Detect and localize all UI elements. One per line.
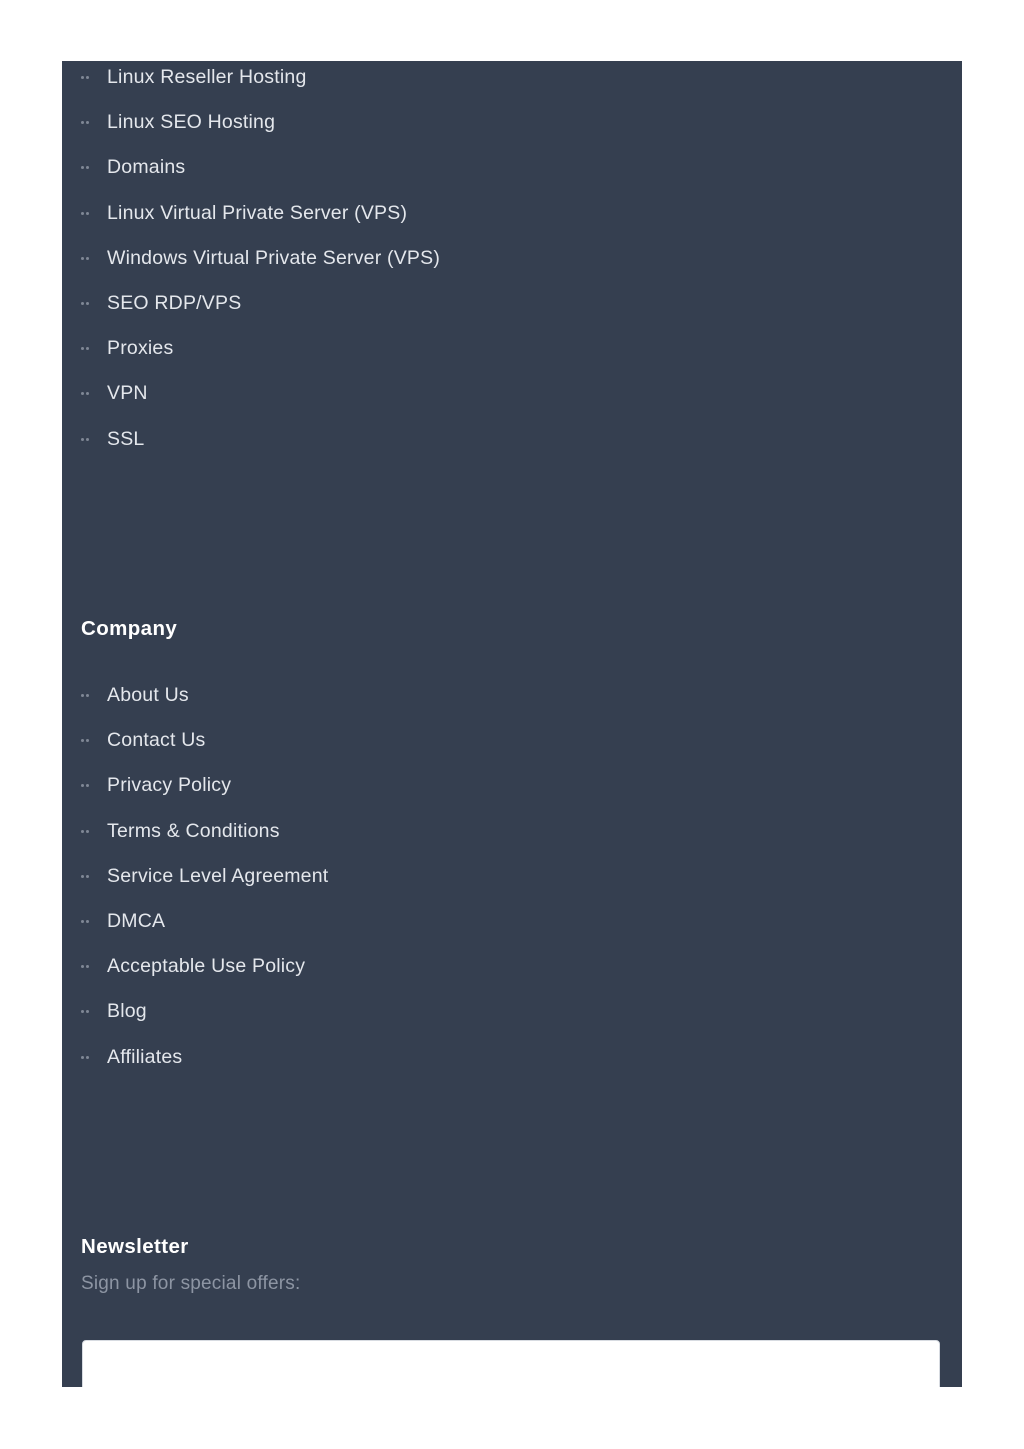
footer-link-terms-conditions[interactable] [81, 809, 328, 854]
footer-link-contact-us[interactable] [81, 718, 328, 763]
footer-link-linux-reseller-hosting[interactable] [81, 61, 440, 100]
newsletter-heading: Newsletter [81, 1235, 189, 1258]
bullet-icon [81, 875, 107, 878]
bullet-icon [81, 438, 107, 441]
footer-link-label: Linux Virtual Private Server (VPS) [107, 201, 408, 224]
company-link-list [81, 673, 328, 1080]
footer-link-label: Proxies [107, 337, 174, 360]
footer-link-label: SSL [107, 427, 145, 450]
bullet-icon [81, 212, 107, 215]
footer-link-label: Affiliates [107, 1045, 183, 1068]
footer-link-affiliates[interactable] [81, 1035, 328, 1080]
bullet-icon [81, 257, 107, 260]
footer-link-seo-rdp-vps[interactable] [81, 281, 440, 326]
footer-link-label: Windows Virtual Private Server (VPS) [107, 246, 441, 269]
footer-link-proxies[interactable] [81, 326, 440, 371]
bullet-icon [81, 965, 107, 968]
bullet-icon [81, 920, 107, 923]
footer-link-about-us[interactable] [81, 673, 328, 718]
footer-link-windows-vps[interactable] [81, 236, 440, 281]
footer-link-label: SEO RDP/VPS [107, 292, 242, 315]
footer-link-dmca[interactable] [81, 899, 328, 944]
bullet-icon [81, 1010, 107, 1013]
footer-link-label: About Us [107, 684, 189, 707]
bullet-icon [81, 302, 107, 305]
footer-link-privacy-policy[interactable] [81, 763, 328, 808]
bullet-icon [81, 347, 107, 350]
footer-link-label: VPN [107, 382, 148, 405]
footer-link-label: Blog [107, 1000, 147, 1023]
footer-link-label: Domains [107, 156, 186, 179]
services-link-list [81, 61, 440, 462]
footer-link-label: Linux SEO Hosting [107, 111, 276, 134]
footer-link-linux-seo-hosting[interactable] [81, 100, 440, 145]
footer-link-label: Privacy Policy [107, 774, 232, 797]
footer-panel [62, 61, 962, 1387]
footer-link-domains[interactable] [81, 145, 440, 190]
bullet-icon [81, 830, 107, 833]
footer-link-label: Acceptable Use Policy [107, 955, 306, 978]
footer-link-label: DMCA [107, 910, 166, 933]
newsletter-email-input[interactable] [82, 1340, 940, 1387]
footer-link-linux-vps[interactable] [81, 191, 440, 236]
bullet-icon [81, 76, 107, 79]
newsletter-subtext: Sign up for special offers: [81, 1273, 301, 1294]
footer-link-vpn[interactable] [81, 371, 440, 416]
footer-link-label: Linux Reseller Hosting [107, 66, 307, 89]
bullet-icon [81, 1056, 107, 1059]
footer-link-acceptable-use-policy[interactable] [81, 944, 328, 989]
bullet-icon [81, 166, 107, 169]
footer-link-blog[interactable] [81, 989, 328, 1034]
bullet-icon [81, 784, 107, 787]
bullet-icon [81, 392, 107, 395]
company-heading: Company [81, 617, 178, 640]
bullet-icon [81, 121, 107, 124]
footer-link-label: Terms & Conditions [107, 819, 280, 842]
footer-link-ssl[interactable] [81, 417, 440, 462]
footer-link-label: Contact Us [107, 729, 206, 752]
bullet-icon [81, 694, 107, 697]
bullet-icon [81, 739, 107, 742]
footer-link-label: Service Level Agreement [107, 864, 329, 887]
footer-link-service-level-agreement[interactable] [81, 854, 328, 899]
